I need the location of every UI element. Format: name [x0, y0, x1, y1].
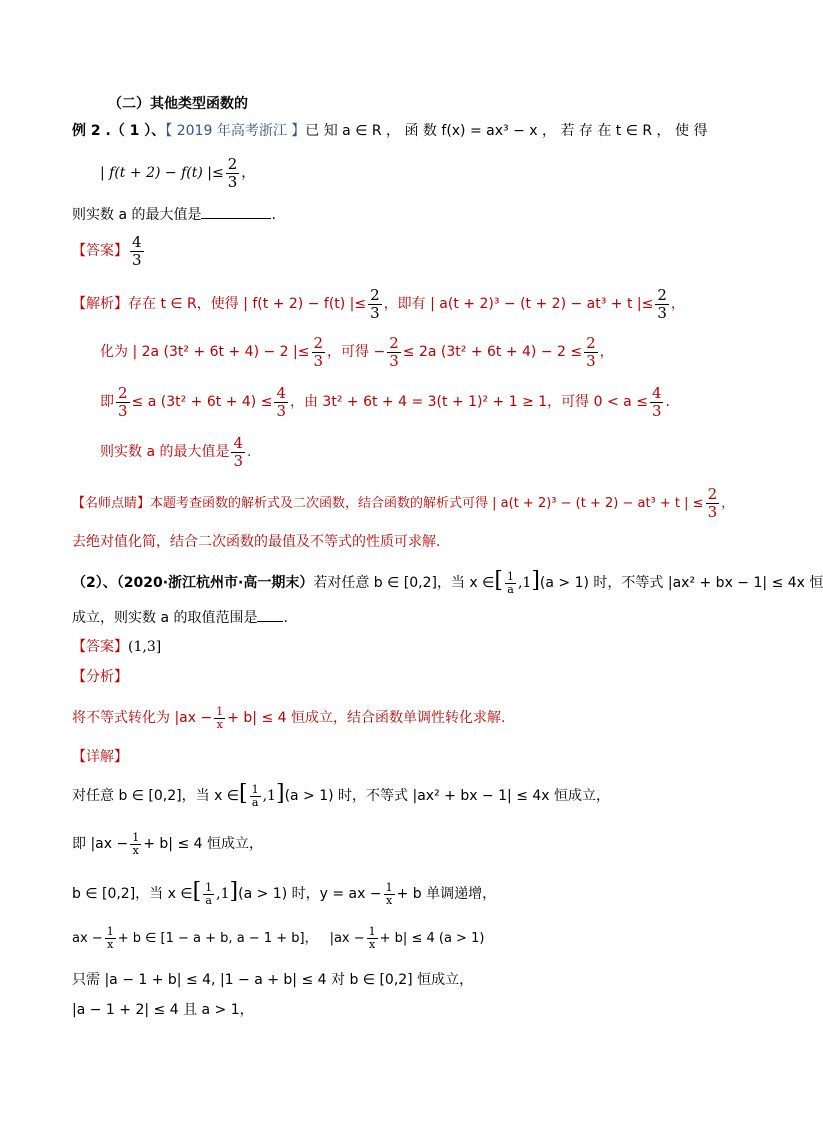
teacher-note-label: 【名师点睛】 — [72, 496, 151, 511]
condition-fraction: $\frac{2}{3}$ — [227, 154, 238, 191]
answer-value-2: (1,3] — [128, 639, 162, 655]
detail-line-6: |a − 1 + 2| ≤ 4 且 a > 1， — [72, 1002, 254, 1018]
example-2-1-stem — [72, 121, 707, 141]
example-label: 例 2 .（ 1 ）、 — [72, 123, 166, 139]
analysis-line-3: 即 $\frac{2}{3}$ ≤ a (3t² + 6t + 4) ≤ $\frac{4}{3}$ ，由 3t² + 6t + 4 = 3(t + 1)² + 1 ≥ 1，可得 0 < a ≤ $\frac{4}{3}$ . — [100, 383, 670, 420]
answer-fraction: $\frac{4}{3}$ — [132, 232, 142, 269]
detail-line-5: 只需 |a − 1 + b| ≤ 4, |1 − a + b| ≤ 4 对 b ∈ [0,2] 恒成立， — [72, 972, 474, 988]
answer-line-2 — [72, 637, 161, 657]
teacher-note-line-1: 【名师点睛】本题考查函数的解析式及二次函数，结合函数的解析式可得 | a(t + 2)³ − (t + 2) − at³ + t | ≤ $\frac{2}{3}$ ， — [72, 485, 735, 521]
stem-text: 已 知 a ∈ R ， 函 数 f(x) = ax³ − x ， 若 存 在 t ∈ R ， 使 得 — [305, 123, 708, 139]
answer-label: 【答案】 — [72, 243, 128, 259]
xiangjie-label: 【详解】 — [72, 749, 128, 765]
answer-blank — [201, 204, 271, 219]
teacher-note-line-2: 去绝对值化简，结合二次函数的最值及不等式的性质可求解. — [72, 534, 441, 550]
source-tag: 【 2019 年高考浙江 】 — [165, 123, 306, 139]
analysis-line-1: 【解析】存在 t ∈ R，使得 | f(t + 2) − f(t) |≤ $\frac{2}{3}$ ，即有 | a(t + 2)³ − (t + 2) − at³ + t |≤ $\frac{2}{3}$ ， — [72, 285, 685, 322]
question-line: 则实数 a 的最大值是 . — [72, 204, 276, 225]
example-2-2-stem-line-2: 成立，则实数 a 的取值范围是 . — [72, 607, 288, 628]
answer-line — [72, 232, 146, 270]
analysis-line-4: 则实数 a 的最大值是 $\frac{4}{3}$ . — [100, 433, 252, 470]
section-title: （二）其他类型函数的 — [108, 96, 248, 112]
detail-line-4: ax − $\frac{1}{x}$ + b ∈ [1 − a + b, a − 1 + b]， |ax − $\frac{1}{x}$ + b| ≤ 4 (a > 1) — [72, 925, 485, 951]
fenxi-line: 将不等式转化为 |ax − $\frac{1}{x}$ + b| ≤ 4 恒成立，结合函数单调性转化求解. — [72, 704, 506, 731]
question-text: 则实数 a 的最大值是 — [72, 207, 202, 223]
analysis-line-2: 化为 | 2a (3t² + 6t + 4) − 2 |≤ $\frac{2}{3}$ ，可得 − $\frac{2}{3}$ ≤ 2a (3t² + 6t + 4) − 2 ≤ $\frac{2}{3}$ ， — [100, 333, 614, 370]
detail-line-2: 即 |ax − $\frac{1}{x}$ + b| ≤ 4 恒成立， — [72, 830, 263, 857]
detail-line-3: b ∈ [0,2]，当 x ∈[ $\frac{1}{a}$ ,1](a > 1) 时，y = ax − $\frac{1}{x}$ + b 单调递增， — [72, 879, 497, 907]
analysis-label: 【解析】 — [72, 296, 128, 312]
answer-label-2: 【答案】 — [72, 639, 128, 655]
condition-expr: | f(t + 2) − f(t) |≤ — [100, 165, 224, 181]
fenxi-label: 【分析】 — [72, 669, 128, 685]
example-2-2-stem-line-1: （2）、（2020·浙江杭州市·高一期末）若对任意 b ∈ [0,2]，当 x ∈[ $\frac{1}{a}$ ,1](a > 1) 时，不等式 |ax² + bx − 1| ≤ 4x 恒 — [72, 568, 823, 596]
condition-line: | f(t + 2) − f(t) |≤ $\frac{2}{3}$ ， — [100, 154, 256, 191]
detail-line-1: 对任意 b ∈ [0,2]，当 x ∈[ $\frac{1}{a}$ ,1](a > 1) 时，不等式 |ax² + bx − 1| ≤ 4x 恒成立， — [72, 781, 611, 809]
answer-blank-2 — [257, 607, 283, 622]
source-tag-2: （2020·浙江杭州市·高一期末） — [116, 575, 314, 591]
